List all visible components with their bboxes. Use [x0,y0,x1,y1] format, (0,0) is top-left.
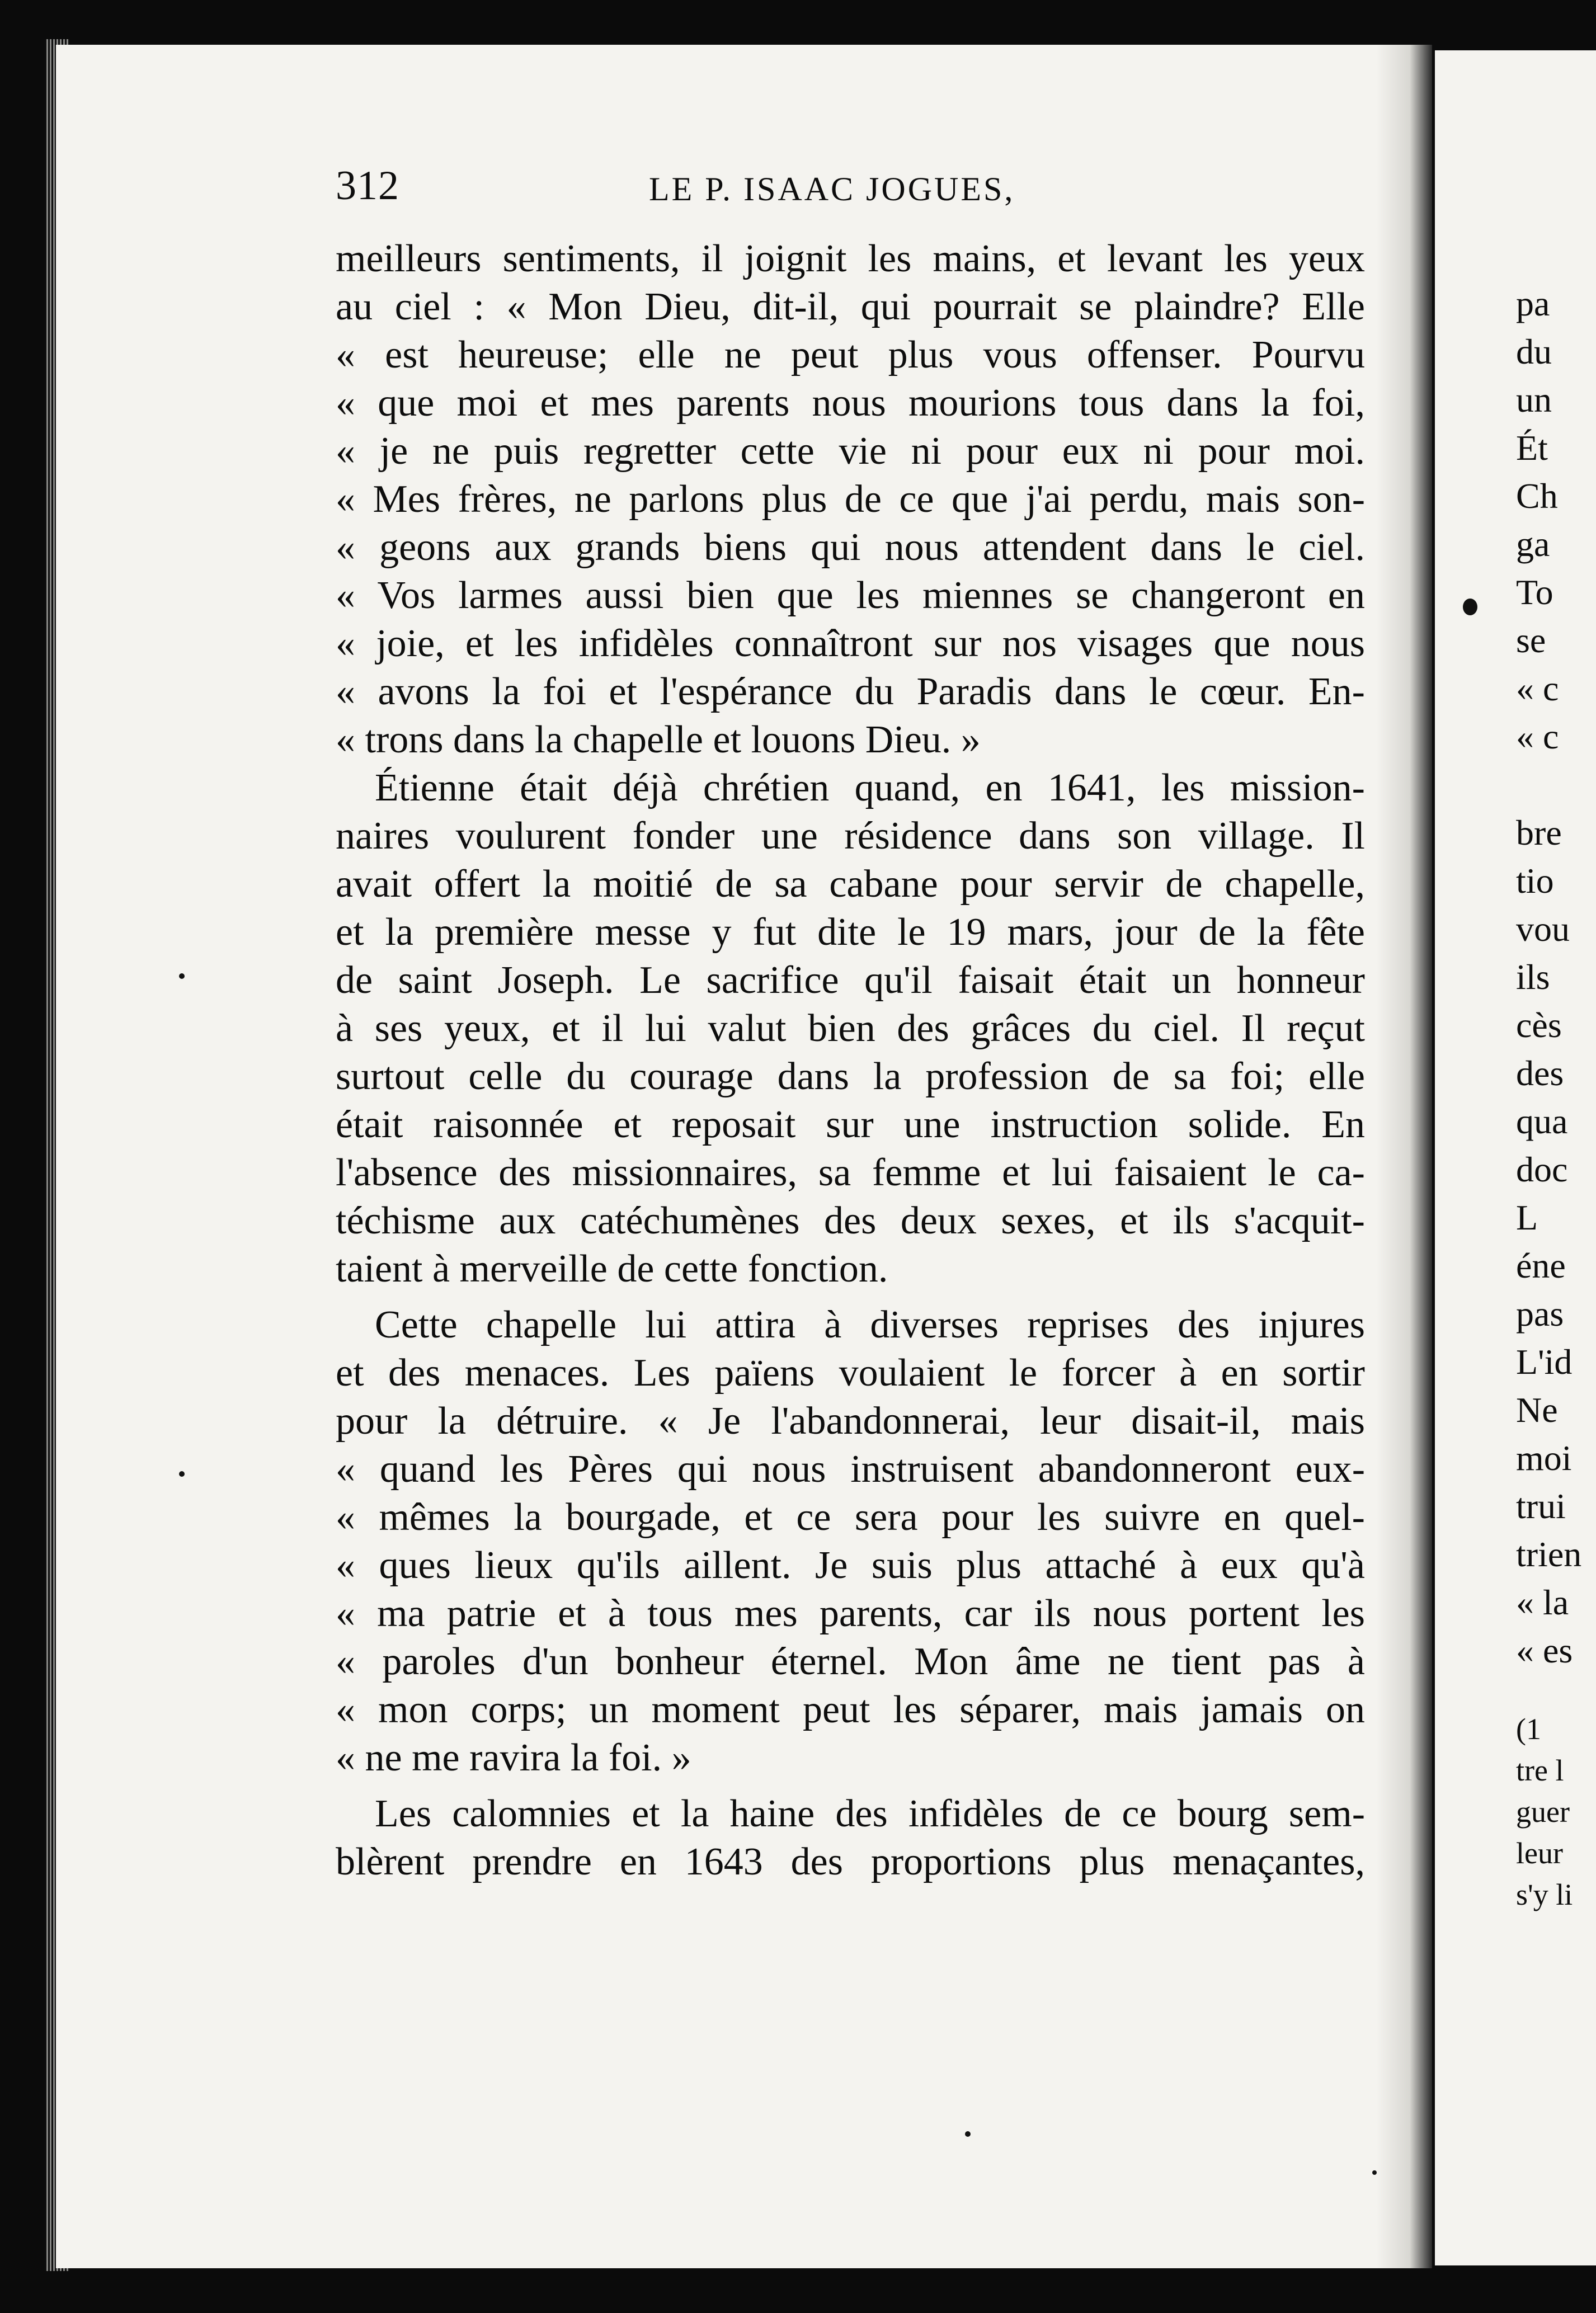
ink-speck [1372,2170,1377,2175]
paragraph-start: Étienne était déjà chrétien quand, en 1641, les mission- [375,766,1365,809]
footnote-fragment: tre l [1516,1754,1564,1787]
text-line: avait offert la moitié de sa cabane pour servir de chapelle, [336,863,1365,906]
text-line: « je ne puis regretter cette vie ni pour eux ni pour moi. [336,430,1365,473]
ink-speck [1463,599,1477,615]
text-line: « joie, et les infidèles connaîtront sur nos visages que nous [336,622,1365,665]
text-line: de saint Joseph. Le sacrifice qu'il faisait était un honneur [336,959,1365,1002]
gutter-shadow [1376,45,1432,2268]
text-line: naires voulurent fonder une résidence dans son village. Il [336,814,1365,858]
fragment: trien [1516,1534,1582,1574]
fragment: « la [1516,1582,1569,1622]
running-head: LE P. ISAAC JOGUES, [649,171,1015,208]
fragment: ils [1516,957,1550,997]
page-header [336,162,1365,224]
paragraph-start: Cette chapelle lui attira à diverses reprises des injures [375,1303,1365,1346]
fragment: Ét [1516,428,1548,468]
fragment: To [1516,572,1553,612]
text-line: l'absence des missionnaires, sa femme et lui faisaient le ca- [336,1151,1365,1194]
text-line: « Mes frères, ne parlons plus de ce que j'ai perdu, mais son- [336,478,1365,521]
text-line: « avons la foi et l'espérance du Paradis dans le cœur. En- [336,670,1365,713]
text-line: blèrent prendre en 1643 des proportions plus menaçantes, [336,1840,1365,1883]
ink-speck [179,973,185,979]
fragment: du [1516,332,1552,371]
text-line: « mêmes la bourgade, et ce sera pour les suivre en quel- [336,1496,1365,1539]
text-line: « paroles d'un bonheur éternel. Mon âme ne tient pas à [336,1640,1365,1683]
ink-speck [179,1471,185,1477]
facing-page-text [1516,280,1596,1915]
text-line: « geons aux grands biens qui nous attendent dans le ciel. [336,526,1365,569]
fragment: tio [1516,861,1554,901]
footnote-fragment: guer [1516,1795,1570,1829]
footnote-fragment: leur [1516,1836,1563,1870]
fragment: qua [1516,1101,1568,1141]
fragment: un [1516,380,1552,420]
paragraph-start: Les calomnies et la haine des infidèles de ce bourg sem- [375,1792,1365,1835]
text-line: surtout celle du courage dans la profession de sa foi; elle [336,1055,1365,1098]
page-number: 312 [336,163,399,209]
text-line: « trons dans la chapelle et louons Dieu. » [336,718,981,761]
fragment: « c [1516,668,1559,708]
fragment: se [1516,620,1546,660]
text-line: « ma patrie et à tous mes parents, car ils nous portent les [336,1592,1365,1635]
text-line: « que moi et mes parents nous mourions tous dans la foi, [336,381,1365,425]
text-line: meilleurs sentiments, il joignit les mains, et levant les yeux [336,237,1365,280]
fragment: doc [1516,1150,1568,1189]
fragment: Ne [1516,1390,1558,1430]
text-line: « mon corps; un moment peut les séparer, mais jamais on [336,1688,1365,1731]
text-line: pour la détruire. « Je l'abandonnerai, leur disait-il, mais [336,1400,1365,1443]
spacer [1516,761,1596,809]
ink-speck [965,2131,971,2137]
fragment: Ch [1516,476,1558,516]
fragment: bre [1516,813,1562,852]
fragment: L [1516,1198,1538,1237]
fragment: trui [1516,1486,1566,1526]
text-line: « ques lieux qu'ils aillent. Je suis plus attaché à eux qu'à [336,1544,1365,1587]
text-line: « est heureuse; elle ne peut plus vous offenser. Pourvu [336,333,1365,376]
text-line: « quand les Pères qui nous instruisent abandonneront eux- [336,1448,1365,1491]
fragment: moi [1516,1438,1572,1478]
fragment: vou [1516,909,1570,949]
fragment: pa [1516,284,1550,323]
fragment: ga [1516,524,1550,564]
text-line: était raisonnée et reposait sur une instruction solide. En [336,1103,1365,1146]
text-line: à ses yeux, et il lui valut bien des grâces du ciel. Il reçut [336,1007,1365,1050]
text-line: taient à merveille de cette fonction. [336,1247,888,1290]
text-line: et la première messe y fut dite le 19 mars, jour de la fête [336,911,1365,954]
fragment: L'id [1516,1342,1573,1382]
fragment: « es [1516,1631,1573,1670]
fragment: des [1516,1053,1564,1093]
text-line: « Vos larmes aussi bien que les miennes se changeront en [336,574,1365,617]
text-line: au ciel : « Mon Dieu, dit-il, qui pourrait se plaindre? Elle [336,285,1365,328]
fragment: cès [1516,1005,1562,1045]
text-line: « ne me ravira la foi. » [336,1736,691,1779]
text-line: téchisme aux catéchumènes des deux sexes, et ils s'acquit- [336,1199,1365,1242]
footnote-fragment: (1 [1516,1712,1541,1746]
spacer [1516,1675,1596,1708]
footnote-fragment: s'y li [1516,1878,1573,1911]
fragment: éne [1516,1246,1566,1285]
body-text [336,235,1365,1886]
text-line: et des menaces. Les païens voulaient le forcer à en sortir [336,1351,1365,1395]
fragment: pas [1516,1294,1564,1334]
fragment: « c [1516,717,1559,756]
